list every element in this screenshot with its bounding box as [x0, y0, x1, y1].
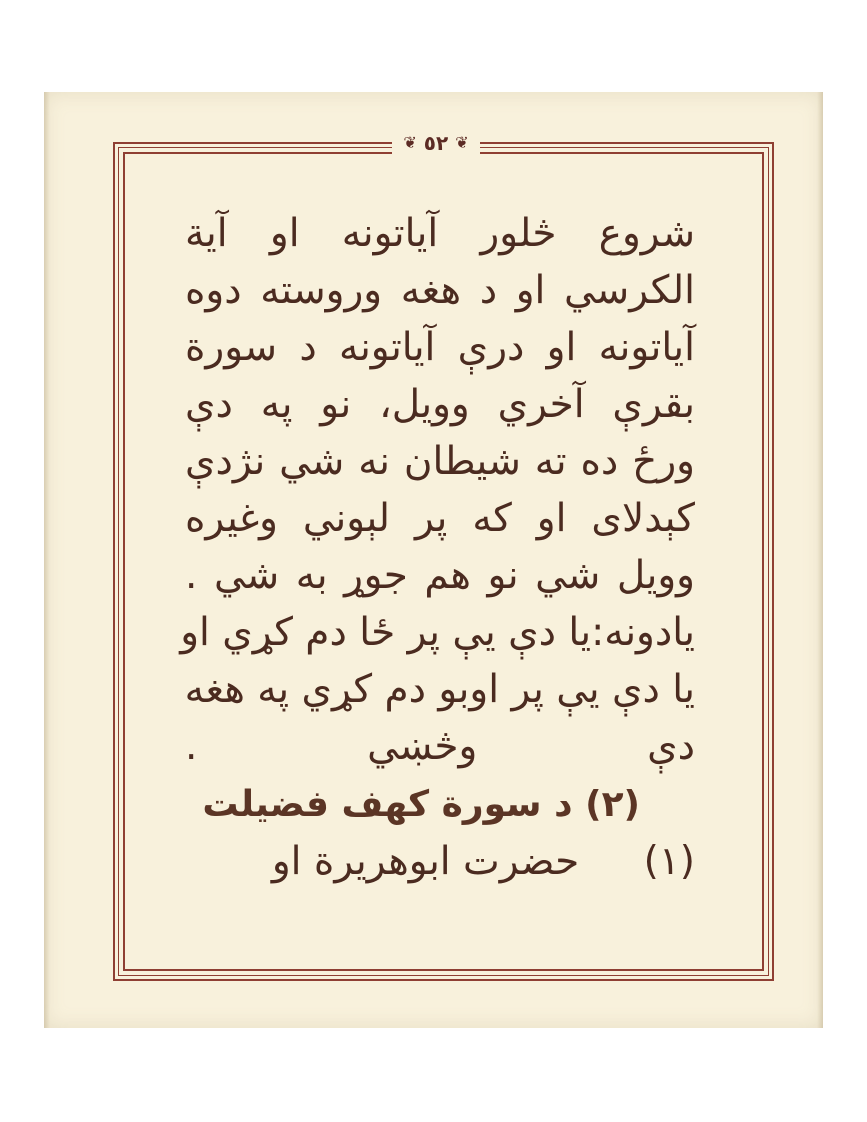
main-text-block — [180, 205, 695, 775]
right-ornament-icon: ❦ — [455, 133, 469, 152]
text-line-4: بقرې آخري وویل، نو په دې — [185, 382, 695, 427]
page-number: ٥٢ — [423, 131, 449, 155]
section-first-line — [185, 833, 695, 890]
text-line-8: یادونه:یا دې یې پر ځا دم کړي او — [180, 610, 695, 655]
section-item-text: حضرت ابوهریرة او — [271, 839, 580, 884]
text-line-9: یا دې یې پر اوبو دم کړي په هغه — [184, 667, 695, 712]
text-line-3: آیاتونه او درې آیاتونه د سورة — [185, 325, 695, 370]
section-heading: (۲) د سورة کهف فضیلت — [202, 784, 640, 825]
page-right-shadow — [817, 92, 823, 1028]
text-line-7: وویل شي نو هم جوړ به شي . — [185, 553, 695, 598]
page-number-header — [392, 128, 480, 158]
text-line-2: الکرسي او د هغه وروسته دوه — [185, 268, 695, 313]
text-line-6: کېدلای او که پر لېوني وغیره — [185, 496, 695, 541]
section-item-number: (۱) — [643, 839, 695, 884]
left-ornament-icon: ❦ — [403, 133, 417, 152]
text-line-1: شروع څلور آیاتونه او آیة — [185, 211, 695, 256]
page-left-shadow — [44, 92, 50, 1028]
section-heading-container — [202, 777, 640, 833]
text-line-10: دې وڅښي . — [185, 724, 695, 769]
text-line-5: ورځ ده ته شیطان نه شي نژدې — [185, 439, 695, 484]
